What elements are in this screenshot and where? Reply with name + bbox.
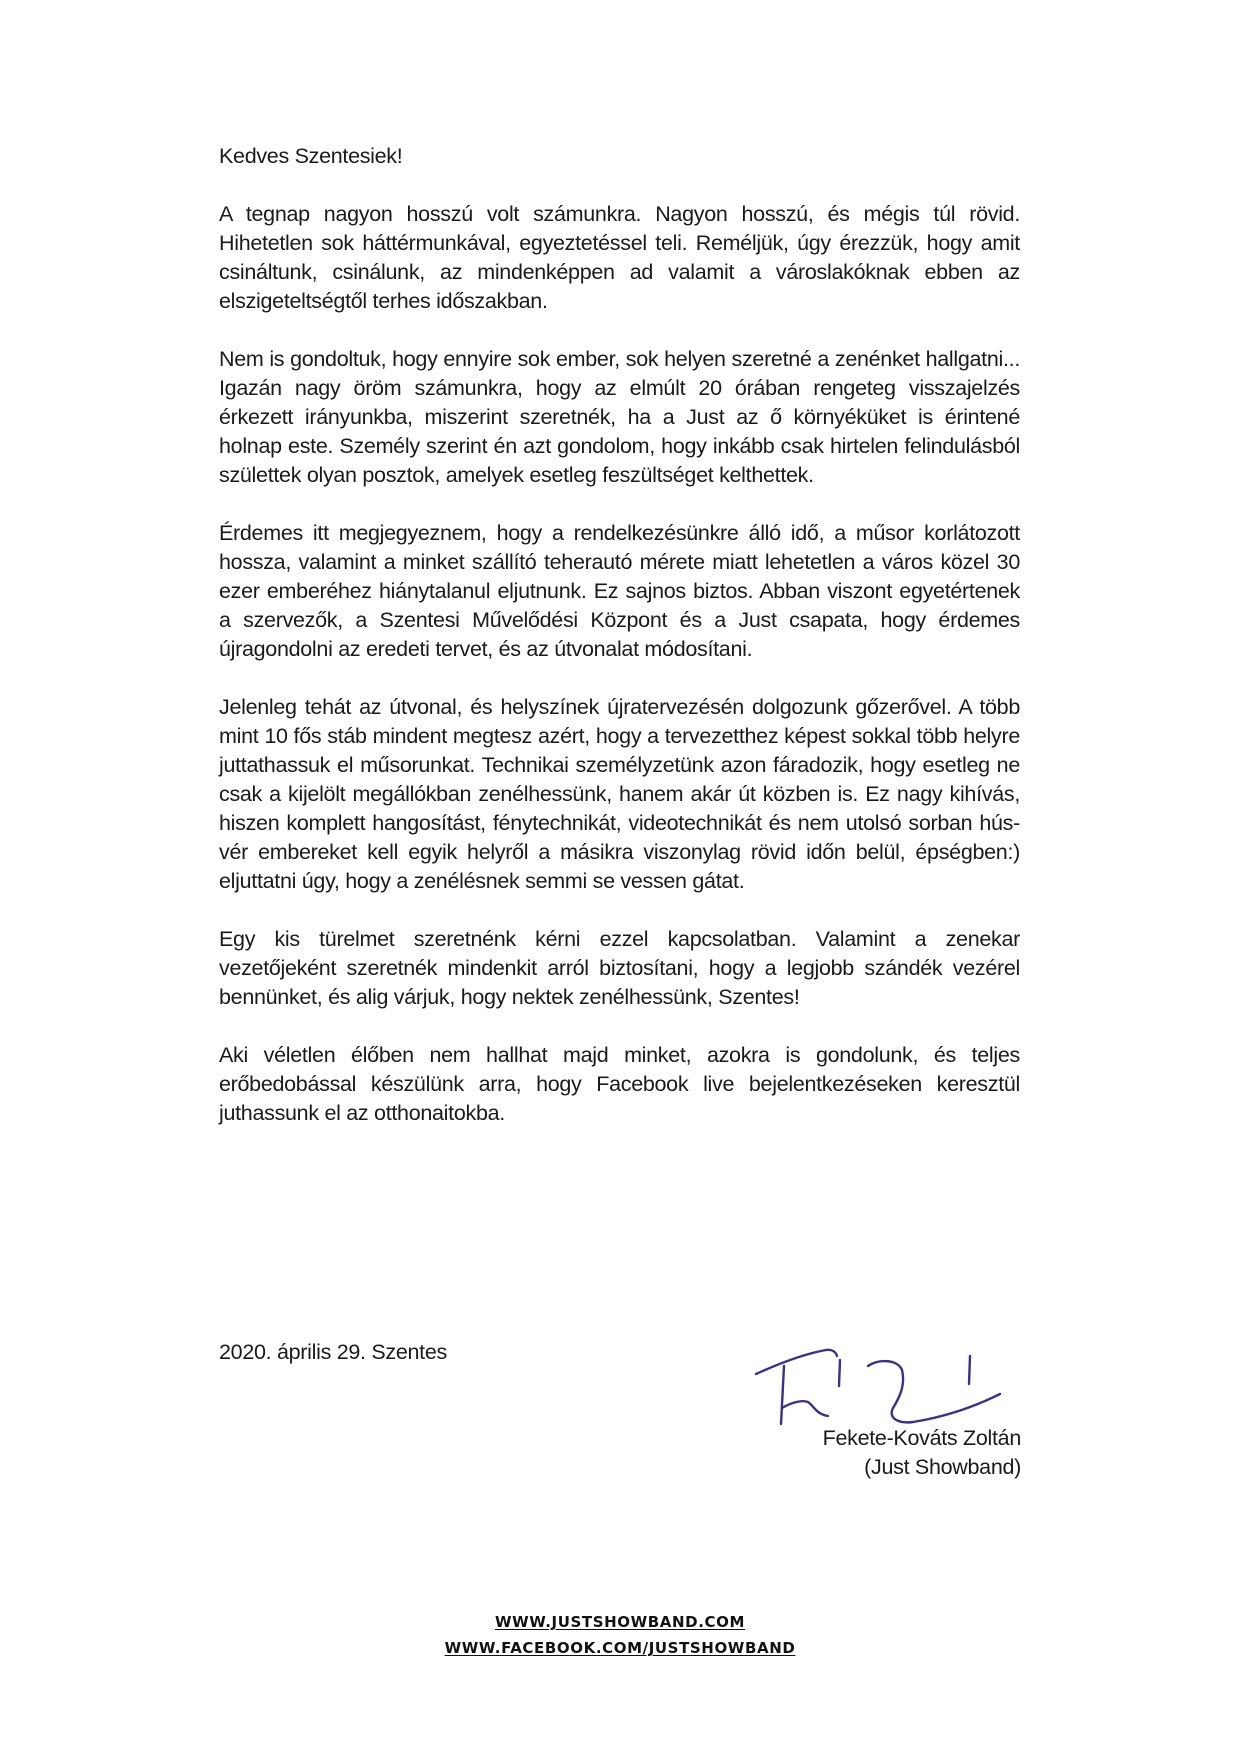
signer-organization: (Just Showband) — [864, 1455, 1021, 1479]
signer-block — [823, 1424, 1021, 1482]
facebook-link[interactable]: WWW.FACEBOOK.COM/JUSTSHOWBAND — [444, 1639, 796, 1657]
signature-icon — [748, 1336, 1023, 1428]
paragraph-2: Nem is gondoltuk, hogy ennyire sok ember, sok helyen szeretné a zenénket hallgatni... Igazán nagy öröm számunkra, hogy az elmúlt 20 órában rengeteg visszajelzés érkezett irányunkba, miszerint szeretnék, ha a Just az ő környéküket is érintené holnap este. Személy szerint én azt gondolom, hogy inkább csak hirtelen felindulásból születtek olyan posztok, amelyek esetleg feszültséget kelthettek. — [219, 347, 1020, 487]
paragraph-1: A tegnap nagyon hosszú volt számunkra. Nagyon hosszú, és mégis túl rövid. Hihetetlen sok háttérmunkával, egyeztetéssel teli. Reméljük, úgy érezzük, hogy amit csináltunk, csinálunk, az mindenképpen ad valamit a városlakóknak ebben az elszigeteltségtől terhes időszakban. — [219, 202, 1020, 313]
paragraph-4: Jelenleg tehát az útvonal, és helyszínek újratervezésén dolgozunk gőzerővel. A több mint 10 fős stáb mindent megtesz azért, hogy a tervezetthez képest sokkal több helyre juttathassuk el műsorunkat. Technikai személyzetünk azon fáradozik, hogy esetleg ne csak a kijelölt megállókban zenélhessünk, hanem akár út közben is. Ez nagy kihívás, hiszen komplett hangosítást, fénytechnikát, videotechnikát és nem utolsó sorban hús-vér embereket kell egyik helyről a másikra viszonylag rövid időn belül, épségben:) eljuttatni úgy, hogy a zenélésnek semmi se vessen gátat. — [219, 695, 1020, 893]
paragraph-6: Aki véletlen élőben nem hallhat majd minket, azokra is gondolunk, és teljes erőbedobással készülünk arra, hogy Facebook live bejelentkezéseken keresztül juthassunk el az otthonaitokba. — [219, 1043, 1020, 1125]
paragraph-3: Érdemes itt megjegyeznem, hogy a rendelkezésünkre álló idő, a műsor korlátozott hossza, valamint a minket szállító teherautó mérete miatt lehetetlen a város közel 30 ezer emberéhez hiánytalanul eljutnunk. Ez sajnos biztos. Abban viszont egyetértenek a szervezők, a Szentesi Művelődési Központ és a Just csapata, hogy érdemes újragondolni az eredeti tervet, és az útvonalat módosítani. — [219, 521, 1020, 661]
paragraph-5: Egy kis türelmet szeretnénk kérni ezzel kapcsolatban. Valamint a zenekar vezetőjeként szeretnék mindenkit arról biztosítani, hogy a legjobb szándék vezérel bennünket, és alig várjuk, hogy nektek zenélhessünk, Szentes! — [219, 927, 1020, 1009]
letter-greeting: Kedves Szentesiek! — [219, 144, 403, 168]
website-link[interactable]: WWW.JUSTSHOWBAND.COM — [495, 1613, 745, 1631]
signer-name: Fekete-Kováts Zoltán — [822, 1426, 1021, 1450]
footer — [0, 1609, 1240, 1661]
date-place: 2020. április 29. Szentes — [219, 1340, 447, 1364]
letter-body — [219, 142, 1020, 1157]
